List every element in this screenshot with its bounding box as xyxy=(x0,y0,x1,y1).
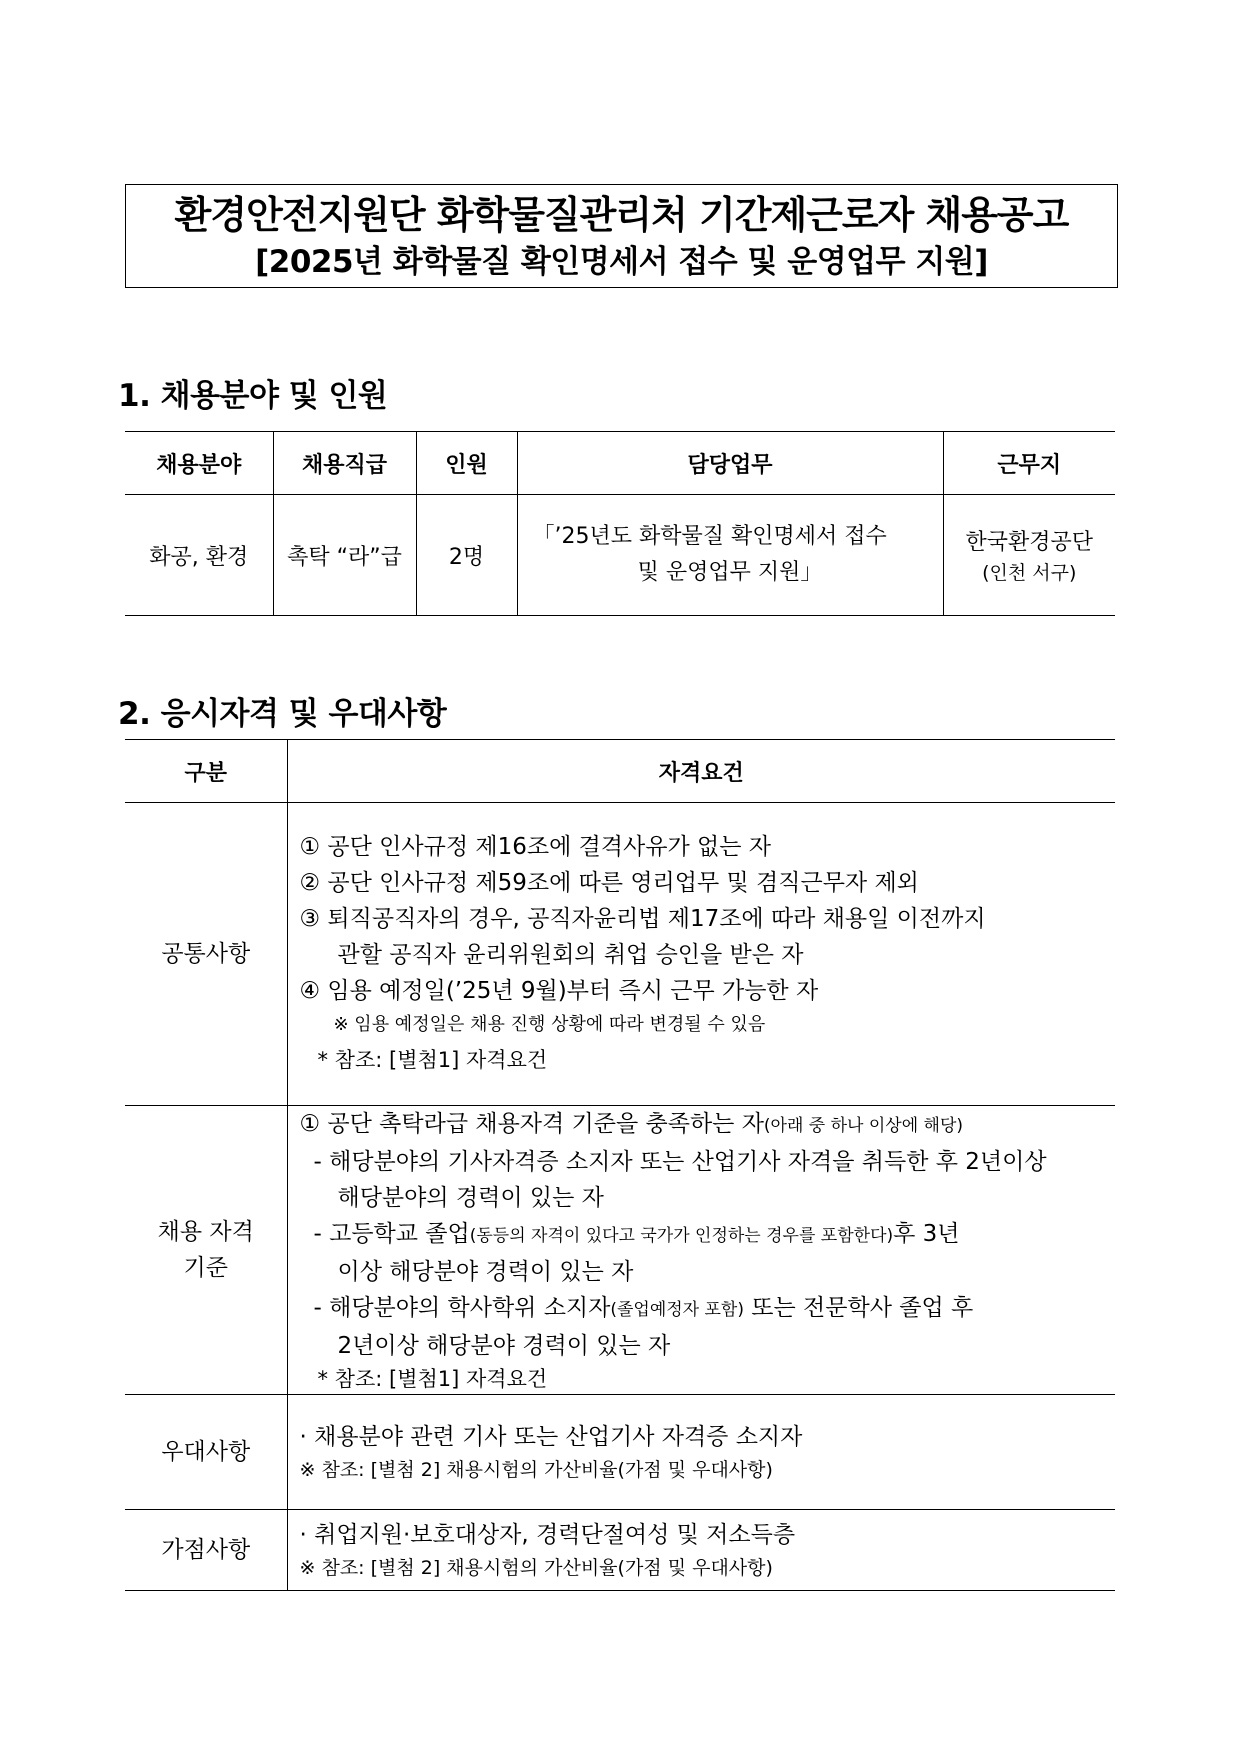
list-item: ① 공단 인사규정 제16조에 결격사유가 없는 자 xyxy=(299,834,771,860)
recruitment-field-table xyxy=(125,431,1115,616)
reference-text: * 참조: [별첨1] 자격요건 xyxy=(317,1367,548,1391)
list-item: ④ 임용 예정일(’25년 9월)부터 즉시 근무 가능한 자 xyxy=(299,978,819,1004)
category-criteria: 채용 자격 기준 xyxy=(125,1106,287,1395)
table-row xyxy=(125,1395,1115,1510)
category-preference: 우대사항 xyxy=(125,1395,287,1510)
list-item: · 채용분야 관련 기사 또는 산업기사 자격증 소지자 xyxy=(299,1424,803,1450)
list-item: 해당분야의 경력이 있는 자 xyxy=(337,1185,604,1211)
place-name: 한국환경공단 xyxy=(965,530,1093,555)
requirements-bonus xyxy=(287,1510,1115,1591)
list-item: 관할 공직자 윤리위원회의 취업 승인을 받은 자 xyxy=(337,942,804,968)
duty-line2: 및 운영업무 지원」 xyxy=(637,560,823,585)
table-row xyxy=(125,495,1115,616)
table-row xyxy=(125,803,1115,1106)
section2-heading: 2. 응시자격 및 우대사항 xyxy=(118,696,447,732)
header-count: 인원 xyxy=(416,432,517,495)
note-text: ※ 참조: [별첨 2] 채용시험의 가산비율(가점 및 우대사항) xyxy=(299,1459,773,1481)
note-text: ※ 임용 예정일은 채용 진행 상황에 따라 변경될 수 있음 xyxy=(333,1014,766,1035)
list-item: ③ 퇴직공직자의 경우, 공직자윤리법 제17조에 따라 채용일 이전까지 xyxy=(299,906,986,932)
header-category: 구분 xyxy=(125,740,287,803)
cell-count: 2명 xyxy=(416,495,517,616)
list-item: ① 공단 촉탁라급 채용자격 기준을 충족하는 자(아래 중 하나 이상에 해당) xyxy=(299,1111,964,1137)
header-place: 근무지 xyxy=(943,432,1115,495)
header-field: 채용분야 xyxy=(125,432,273,495)
list-item: 이상 해당분야 경력이 있는 자 xyxy=(337,1259,634,1285)
document-title-box xyxy=(125,184,1118,288)
list-item: · 취업지원·보호대상자, 경력단절여성 및 저소득층 xyxy=(299,1522,796,1548)
cell-grade: 촉탁 “라”급 xyxy=(273,495,416,616)
list-item: ② 공단 인사규정 제59조에 따른 영리업무 및 겸직근무자 제외 xyxy=(299,870,919,896)
table-row xyxy=(125,1510,1115,1591)
requirements-preference xyxy=(287,1395,1115,1510)
section1-heading: 1. 채용분야 및 인원 xyxy=(118,378,388,414)
list-item: - 해당분야의 기사자격증 소지자 또는 산업기사 자격을 취득한 후 2년이상 xyxy=(313,1149,1047,1175)
place-detail: (인천 서구) xyxy=(982,562,1077,584)
list-item: - 고등학교 졸업(동등의 자격이 있다고 국가가 인정하는 경우를 포함한다)후 3년 xyxy=(313,1221,960,1247)
cell-place xyxy=(943,495,1115,616)
cell-field: 화공, 환경 xyxy=(125,495,273,616)
reference-text: * 참조: [별첨1] 자격요건 xyxy=(317,1048,548,1072)
cell-duty xyxy=(517,495,943,616)
document-subtitle: [2025년 화학물질 확인명세서 접수 및 운영업무 지원] xyxy=(255,244,988,280)
list-item: 2년이상 해당분야 경력이 있는 자 xyxy=(337,1333,671,1359)
list-item: - 해당분야의 학사학위 소지자(졸업예정자 포함) 또는 전문학사 졸업 후 xyxy=(313,1295,974,1321)
qualification-table xyxy=(125,739,1115,1591)
table-header-row xyxy=(125,740,1115,803)
category-bonus: 가점사항 xyxy=(125,1510,287,1591)
note-text: ※ 참조: [별첨 2] 채용시험의 가산비율(가점 및 우대사항) xyxy=(299,1557,773,1579)
category-common: 공통사항 xyxy=(125,803,287,1106)
duty-line1: 「’25년도 화학물질 확인명세서 접수 xyxy=(532,524,887,549)
table-row xyxy=(125,1106,1115,1395)
header-duty: 담당업무 xyxy=(517,432,943,495)
requirements-criteria xyxy=(287,1106,1115,1395)
document-title: 환경안전지원단 화학물질관리처 기간제근로자 채용공고 xyxy=(174,193,1069,237)
header-requirements: 자격요건 xyxy=(287,740,1115,803)
requirements-common xyxy=(287,803,1115,1106)
header-grade: 채용직급 xyxy=(273,432,416,495)
table-header-row xyxy=(125,432,1115,495)
